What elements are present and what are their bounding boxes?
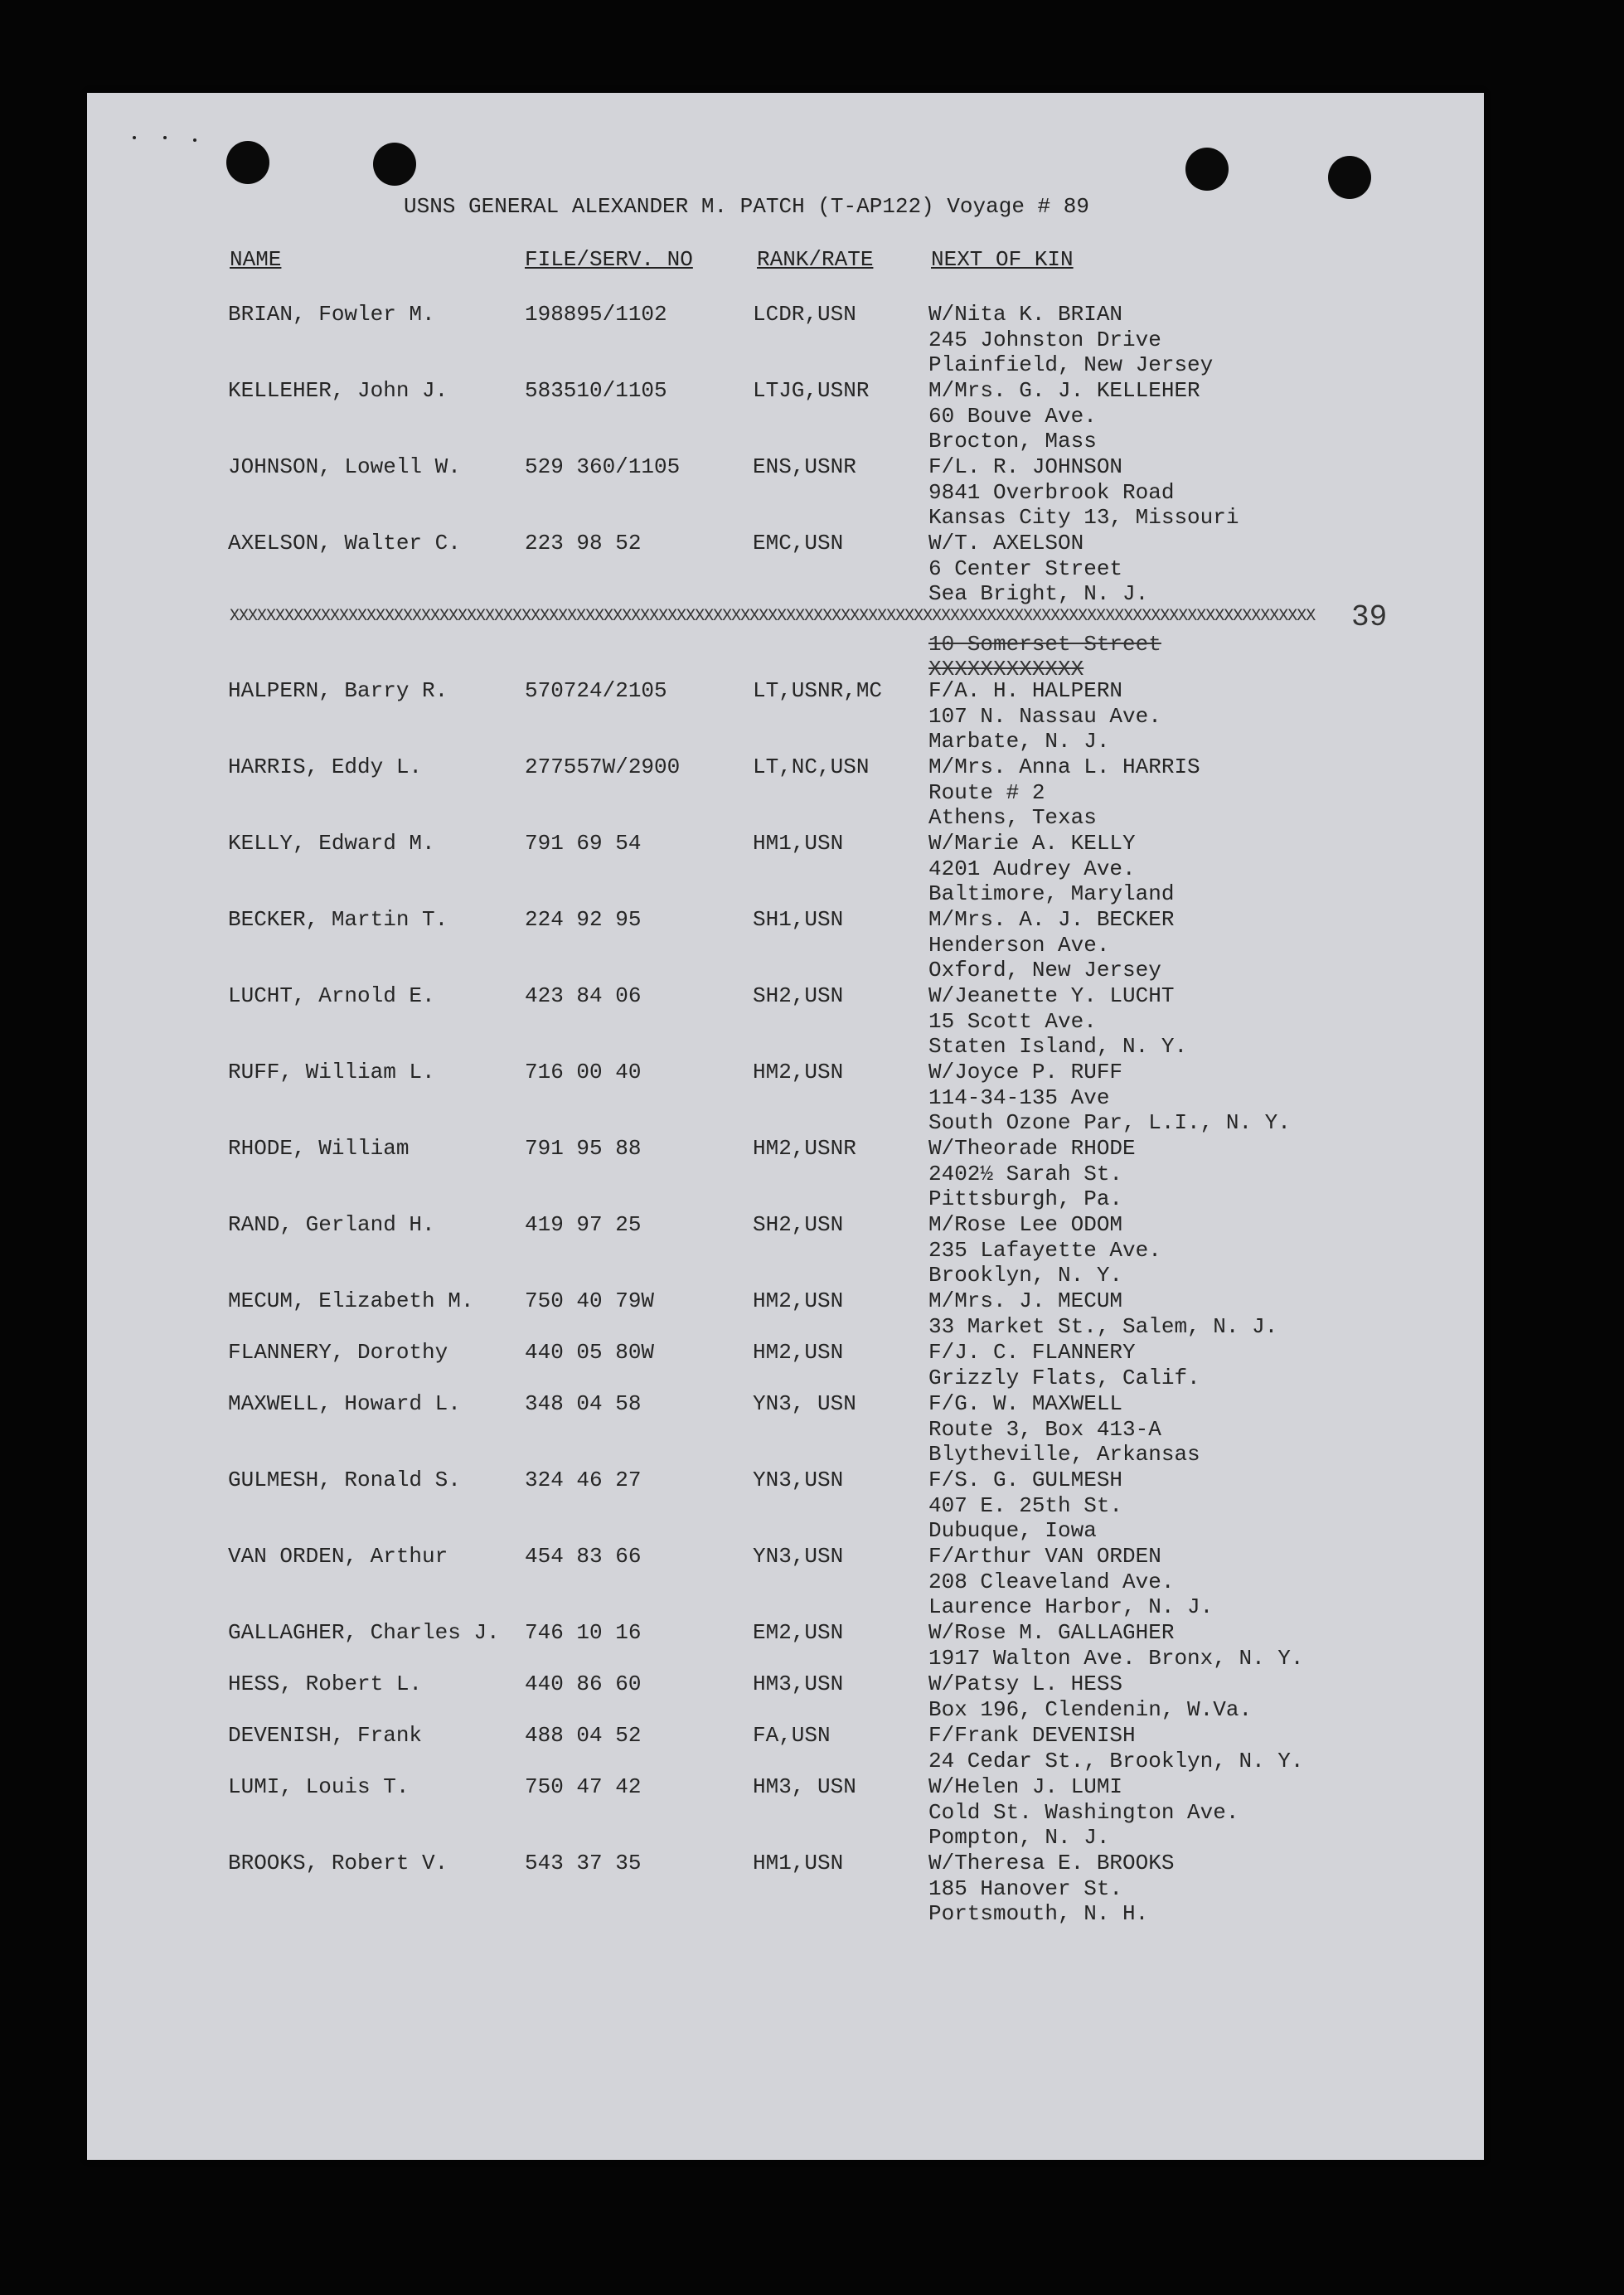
next-of-kin <box>928 378 1200 454</box>
kin-line: Baltimore, Maryland <box>928 881 1175 906</box>
crew-name: RAND, Gerland H. <box>228 1212 435 1237</box>
kin-line: 15 Scott Ave. <box>928 1008 1097 1034</box>
rank-rate: LT,USNR,MC <box>753 678 883 703</box>
kin-line: 9841 Overbrook Road <box>928 479 1175 505</box>
next-of-kin <box>928 302 1213 378</box>
kin-line: 245 Johnston Drive <box>928 327 1161 352</box>
next-of-kin <box>928 1212 1161 1288</box>
rank-rate: HM2,USN <box>753 1340 844 1365</box>
crew-name: MAXWELL, Howard L. <box>228 1391 461 1416</box>
kin-line: Pompton, N. J. <box>928 1825 1110 1850</box>
file-serv-no: 583510/1105 <box>525 378 667 403</box>
kin-line: W/T. AXELSON <box>928 531 1084 556</box>
page-number: 39 <box>1351 600 1388 634</box>
document-title: USNS GENERAL ALEXANDER M. PATCH (T-AP122) Voyage # 89 <box>404 194 1089 219</box>
rank-rate: LT,NC,USN <box>753 754 870 779</box>
file-serv-no: 224 92 95 <box>525 907 642 932</box>
crew-name: LUCHT, Arnold E. <box>228 983 435 1008</box>
kin-line: F/S. G. GULMESH <box>928 1468 1123 1492</box>
next-of-kin <box>928 754 1200 831</box>
file-serv-no: 529 360/1105 <box>525 454 681 479</box>
kin-line: Brooklyn, N. Y. <box>928 1263 1123 1288</box>
rank-rate: EMC,USN <box>753 531 844 556</box>
crew-name: MECUM, Elizabeth M. <box>228 1288 474 1313</box>
file-serv-no: 750 40 79W <box>525 1288 655 1313</box>
rank-rate: LCDR,USN <box>753 302 856 327</box>
file-serv-no: 419 97 25 <box>525 1212 642 1237</box>
rank-rate: HM2,USN <box>753 1060 844 1084</box>
kin-line: Athens, Texas <box>928 805 1097 830</box>
next-of-kin <box>928 1723 1303 1773</box>
rank-rate: EM2,USN <box>753 1620 844 1645</box>
kin-line: Kansas City 13, Missouri <box>928 505 1239 530</box>
rank-rate: ENS,USNR <box>753 454 856 479</box>
kin-line: Laurence Harbor, N. J. <box>928 1594 1214 1619</box>
kin-line: F/J. C. FLANNERY <box>928 1340 1136 1365</box>
kin-line: Pittsburgh, Pa. <box>928 1186 1123 1211</box>
file-serv-no: 570724/2105 <box>525 678 667 703</box>
next-of-kin <box>928 454 1239 531</box>
kin-line: W/Nita K. BRIAN <box>928 302 1123 327</box>
file-serv-no: 277557W/2900 <box>525 754 681 779</box>
kin-line: 185 Hanover St. <box>928 1875 1123 1901</box>
file-serv-no: 454 83 66 <box>525 1544 642 1569</box>
file-serv-no: 750 47 42 <box>525 1774 642 1799</box>
rank-rate: HM3,USN <box>753 1672 844 1696</box>
struck-out-kin <box>928 632 1161 682</box>
rank-rate: HM2,USNR <box>753 1136 856 1161</box>
crew-name: DEVENISH, Frank <box>228 1723 423 1748</box>
file-serv-no: 223 98 52 <box>525 531 642 556</box>
rank-rate: HM1,USN <box>753 831 844 856</box>
rank-rate: FA,USN <box>753 1723 831 1748</box>
kin-line: Cold St. Washington Ave. <box>928 1799 1239 1825</box>
kin-line: 114-34-135 Ave <box>928 1084 1110 1110</box>
file-serv-no: 716 00 40 <box>525 1060 642 1084</box>
rank-rate: SH2,USN <box>753 983 844 1008</box>
kin-line: M/Mrs. Anna L. HARRIS <box>928 754 1200 779</box>
kin-line: W/Joyce P. RUFF <box>928 1060 1123 1084</box>
next-of-kin <box>928 1136 1136 1212</box>
rank-rate: HM1,USN <box>753 1851 844 1875</box>
kin-line: South Ozone Par, L.I., N. Y. <box>928 1110 1291 1135</box>
file-serv-no: 791 95 88 <box>525 1136 642 1161</box>
next-of-kin <box>928 1340 1200 1390</box>
next-of-kin <box>928 1468 1122 1544</box>
rank-rate: SH1,USN <box>753 907 844 932</box>
crew-name: VAN ORDEN, Arthur <box>228 1544 448 1569</box>
kin-line: Staten Island, N. Y. <box>928 1034 1188 1059</box>
kin-line: 1917 Walton Ave. Bronx, N. Y. <box>928 1645 1304 1671</box>
crew-name: GULMESH, Ronald S. <box>228 1468 461 1492</box>
kin-line: W/Patsy L. HESS <box>928 1672 1123 1696</box>
kin-line: Route # 2 <box>928 779 1045 805</box>
kin-line: M/Mrs. A. J. BECKER <box>928 907 1175 932</box>
kin-line: F/L. R. JOHNSON <box>928 454 1123 479</box>
punch-hole <box>373 143 416 186</box>
kin-line: Blytheville, Arkansas <box>928 1442 1200 1467</box>
kin-line: 2402½ Sarah St. <box>928 1161 1123 1186</box>
rank-rate: YN3, USN <box>753 1391 856 1416</box>
kin-line: F/Arthur VAN ORDEN <box>928 1544 1161 1569</box>
file-serv-no: 440 05 80W <box>525 1340 655 1365</box>
kin-line: W/Marie A. KELLY <box>928 831 1136 856</box>
crew-name: RHODE, William <box>228 1136 410 1161</box>
crew-name: HALPERN, Barry R. <box>228 678 448 703</box>
crew-name: GALLAGHER, Charles J. <box>228 1620 500 1645</box>
speck <box>163 136 167 139</box>
kin-line: F/G. W. MAXWELL <box>928 1391 1123 1416</box>
kin-line: Henderson Ave. <box>928 932 1110 958</box>
kin-line: W/Jeanette Y. LUCHT <box>928 983 1175 1008</box>
next-of-kin <box>928 1774 1239 1851</box>
next-of-kin <box>928 678 1161 754</box>
column-header-rank: RANK/RATE <box>757 247 874 272</box>
file-serv-no: 440 86 60 <box>525 1672 642 1696</box>
kin-line: F/Frank DEVENISH <box>928 1723 1136 1748</box>
file-serv-no: 423 84 06 <box>525 983 642 1008</box>
kin-line: Grizzly Flats, Calif. <box>928 1365 1200 1390</box>
crew-name: RUFF, William L. <box>228 1060 435 1084</box>
next-of-kin <box>928 1544 1213 1620</box>
next-of-kin <box>928 1391 1200 1468</box>
kin-line: W/Helen J. LUMI <box>928 1774 1123 1799</box>
kin-line: M/Rose Lee ODOM <box>928 1212 1123 1237</box>
kin-line: M/Mrs. J. MECUM <box>928 1288 1123 1313</box>
file-serv-no: 543 37 35 <box>525 1851 642 1875</box>
kin-line: 60 Bouve Ave. <box>928 403 1097 429</box>
crew-name: FLANNERY, Dorothy <box>228 1340 448 1365</box>
punch-hole <box>226 141 269 184</box>
crew-name: BECKER, Martin T. <box>228 907 448 932</box>
punch-hole <box>1185 148 1229 191</box>
column-header-kin: NEXT OF KIN <box>931 247 1074 272</box>
speck <box>193 138 196 142</box>
kin-line: 107 N. Nassau Ave. <box>928 703 1161 729</box>
kin-line: F/A. H. HALPERN <box>928 678 1123 703</box>
kin-line: Portsmouth, N. H. <box>928 1901 1149 1926</box>
crew-name: JOHNSON, Lowell W. <box>228 454 461 479</box>
kin-line: Oxford, New Jersey <box>928 958 1161 983</box>
kin-line: Box 196, Clendenin, W.Va. <box>928 1696 1253 1722</box>
kin-line: Sea Bright, N. J. <box>928 581 1149 606</box>
next-of-kin <box>928 1851 1174 1927</box>
struck-kin-line: XXXXXXXXXXXX <box>928 657 1084 682</box>
column-header-name: NAME <box>230 247 282 272</box>
file-serv-no: 324 46 27 <box>525 1468 642 1492</box>
kin-line: 6 Center Street <box>928 556 1123 581</box>
kin-line: Plainfield, New Jersey <box>928 352 1214 377</box>
speck <box>133 136 136 139</box>
crew-name: KELLY, Edward M. <box>228 831 435 856</box>
crew-name: HARRIS, Eddy L. <box>228 754 423 779</box>
next-of-kin <box>928 1620 1303 1671</box>
next-of-kin <box>928 531 1148 607</box>
kin-line: 24 Cedar St., Brooklyn, N. Y. <box>928 1748 1304 1773</box>
next-of-kin <box>928 1288 1277 1339</box>
kin-line: 33 Market St., Salem, N. J. <box>928 1313 1278 1339</box>
next-of-kin <box>928 907 1174 983</box>
file-serv-no: 746 10 16 <box>525 1620 642 1645</box>
crew-name: LUMI, Louis T. <box>228 1774 410 1799</box>
kin-line: M/Mrs. G. J. KELLEHER <box>928 378 1200 403</box>
kin-line: W/Theorade RHODE <box>928 1136 1136 1161</box>
file-serv-no: 348 04 58 <box>525 1391 642 1416</box>
column-header-file: FILE/SERV. NO <box>525 247 693 272</box>
kin-line: 4201 Audrey Ave. <box>928 856 1136 881</box>
rank-rate: LTJG,USNR <box>753 378 870 403</box>
kin-line: Dubuque, Iowa <box>928 1518 1097 1543</box>
next-of-kin <box>928 831 1174 907</box>
kin-line: 407 E. 25th St. <box>928 1492 1123 1518</box>
kin-line: W/Theresa E. BROOKS <box>928 1851 1175 1875</box>
next-of-kin <box>928 1060 1291 1136</box>
struck-kin-line: 10 Somerset Street <box>928 632 1161 657</box>
rank-rate: HM3, USN <box>753 1774 856 1799</box>
kin-line: 208 Cleaveland Ave. <box>928 1569 1175 1594</box>
rank-rate: SH2,USN <box>753 1212 844 1237</box>
kin-line: 235 Lafayette Ave. <box>928 1237 1161 1263</box>
file-serv-no: 791 69 54 <box>525 831 642 856</box>
rank-rate: YN3,USN <box>753 1468 844 1492</box>
rank-rate: HM2,USN <box>753 1288 844 1313</box>
kin-line: Marbate, N. J. <box>928 729 1110 754</box>
crew-name: HESS, Robert L. <box>228 1672 423 1696</box>
rank-rate: YN3,USN <box>753 1544 844 1569</box>
crew-name: AXELSON, Walter C. <box>228 531 461 556</box>
next-of-kin <box>928 1672 1252 1722</box>
crew-name: BROOKS, Robert V. <box>228 1851 448 1875</box>
kin-line: W/Rose M. GALLAGHER <box>928 1620 1175 1645</box>
file-serv-no: 488 04 52 <box>525 1723 642 1748</box>
struck-out-entry: XXXXXXXXXXXXXXXXXXXXXXXXXXXXXXXXXXXXXXXXXXXXXXXXXXXXXXXXXXXXXXXXXXXXXXXXXXXXXXXXXXXXXXXXXXXXXXXXXXXXXXXXXXXXXXXXXXXXXXX <box>230 607 1316 626</box>
crew-name: KELLEHER, John J. <box>228 378 448 403</box>
punch-hole <box>1328 156 1371 199</box>
crew-name: BRIAN, Fowler M. <box>228 302 435 327</box>
kin-line: Route 3, Box 413-A <box>928 1416 1161 1442</box>
next-of-kin <box>928 983 1187 1060</box>
document-page <box>87 93 1484 2160</box>
kin-line: Brocton, Mass <box>928 429 1097 454</box>
file-serv-no: 198895/1102 <box>525 302 667 327</box>
